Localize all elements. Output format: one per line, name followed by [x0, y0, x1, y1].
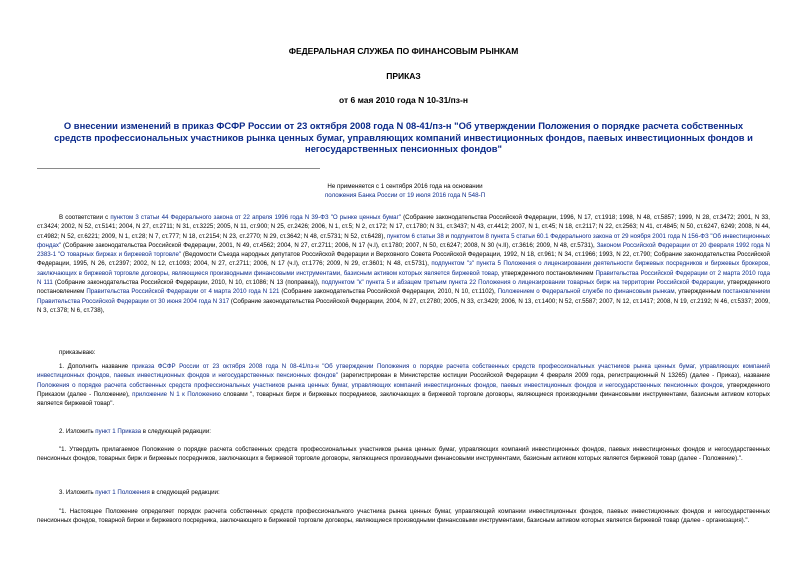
item-2-quote: "1. Утвердить прилагаемое Положение о порядке расчета собственных средств профессиональных участников рынка ценных бумаг, управляющих компаний инвестиционных фондов, паевых инвестиционных фондов и негосударственных пенсионных фондов, товарных бирж и биржевых посредников, заключающих в биржевой торговле договоры, являющиеся производными финансовыми инструментами, базисным активом которых является биржевой товар (далее - Положение).". [37, 446, 770, 463]
intro-text: (Собрание законодательства Российской Федерации, 2010, N 10, ст.1086; N 13 (поправка)), [52, 279, 322, 287]
note-link[interactable]: положения Банка России от 19 июля 2016 года N 548-П [324, 192, 486, 199]
document-title [50, 120, 757, 155]
intro-link[interactable]: подпунктом 8 пункта 5 статьи 60.1 Федерального закона от 29 ноября 2001 года N 156-ФЗ "Об инвестиционных фондах" [37, 232, 770, 249]
intro-link[interactable]: Правительства Российской Федерации от 2 марта 2010 года N 111 [37, 269, 770, 287]
document-date: от 6 мая 2010 года N 10-31/пз-н [338, 95, 468, 105]
item-text: словами ", товарных бирж и биржевых посредников, заключающих в биржевой торговле договоры, являющиеся производными финансовыми инструментами, базисным активом которых является биржевой товар". [37, 390, 770, 408]
item-text: , утвержденного Приказом (далее - Положение), [37, 381, 770, 398]
intro-text: , утвержденного постановлением [37, 279, 771, 296]
intro-text: (Собрание законодательства Российской Федерации, 2001, N 49, ст.4562; 2004, N 27, ст.2711; 2006, N 17 (ч.I), ст.1780; 2007, N 50, ст.6247; 2008, N 30 (ч.II), ст.3616; 2009, N 48, ст.5731), [61, 241, 597, 249]
intro-text: , утвержденным [674, 288, 723, 296]
item-text: 1. Дополнить название [59, 363, 132, 370]
intro-text: (Собрание законодательства Российской Федерации, 2010, N 10, ст.1102), [279, 288, 498, 296]
intro-text: (Собрание законодательства Российской Федерации, 2004, N 27, ст.2780; 2005, N 33, ст.3429; 2006, N 13, ст.1400; N 52, ст.5587; 2007, N 12, ст.1417; 2008, N 19, ст.2192; N 46, ст.5337; 2009, N 3, ст.378; N 6, ст.738), [37, 297, 771, 314]
item-link[interactable]: пункт 1 Приказа [95, 428, 142, 435]
item-link[interactable]: приказа ФСФР России от 23 октября 2008 года N 08-41/пз-н "Об утверждении Положения о порядке расчета собственных средств профессиональных участников рынка ценных бумаг, управляющих компаний инвестиционных фондов, паевых инвестиционных фондов и негосударственных пенсионных фондов" [37, 363, 770, 380]
item-link[interactable]: Положения о порядке расчета собственных средств профессиональных участников рынка ценных бумаг, управляющих компаний инвестиционных фондов, паевых инвестиционных фондов и негосударственных пенсионных фондов [37, 381, 723, 389]
intro-text: и [443, 232, 451, 240]
item-1-paragraph [37, 362, 770, 408]
item-text: 2. Изложить [59, 428, 96, 435]
intro-link[interactable]: Законом Российской Федерации от 20 февраля 1992 года N 2383-1 "О товарных биржах и биржевой торговле" [37, 241, 770, 259]
item-link[interactable]: пункт 1 Положения [95, 489, 150, 496]
intro-text: (Собрание законодательства Российской Федерации, 1996, N 17, ст.1918; 1998, N 48, ст.5857; 1999, N 28, ст.3472; 2001, N 33, ст.3424; 2002, N 52, ст.5141; 2004, N 27, ст.2711; N 31, ст.3225; 2005, N 11, ст.900; N 25, ст.2426; 2006, N 1, ст.5; N 2, ст.172; N 17, ст.1780; N 31, ст.3437; N 43, ст.4412; 2007, N 1, ст.45; N 18, ст.2117; N 22, ст.2563; N 41, ст.4845; N 50, ст.6247, 6249; 2008, N 44, ст.4982; N 52, ст.6221; 2009, N 1, ст.28; N 7, ст.777; N 18, ст.2154; N 23, ст.2770; N 29, ст.3642; N 48, ст.5731; N 52, ст.6428), [37, 214, 770, 240]
title-link[interactable]: приказ ФСФР России от 23 октября 2008 года N 08-41/пз-н "Об утверждении Положения о порядке расчета собственных средств профессиональных участников рынка ценных бумаг, управляющих компаний инвестиционных фондов, паевых инвестиционных фондов и негосударственных пенсионных фондов" [54, 120, 753, 154]
intro-link[interactable]: подпунктом "к" пункта 5 и абзацем третьим пункта 22 Положения о лицензировании товарных бирж на территории Российской Федерации [321, 279, 724, 287]
item-link[interactable]: приложение N 1 к Положению [132, 390, 221, 398]
title-text: О внесении изменений в [63, 120, 182, 131]
intro-link[interactable]: Положением о Федеральной службе по финансовым рынкам [497, 288, 675, 296]
item-text: (зарегистрирован в Министерстве юстиции Российской Федерации 4 февраля 2009 года, регистрационный N 13265) (далее - Приказ), название [337, 372, 770, 380]
intro-link[interactable]: пунктом 3 статьи 44 Федерального закона от 22 апреля 1996 года N 39-ФЗ "О рынке ценных бумаг" [110, 214, 401, 221]
agency-name: ФЕДЕРАЛЬНАЯ СЛУЖБА ПО ФИНАНСОВЫМ РЫНКАМ [288, 46, 519, 56]
note-text: Не применяется с 1 сентября 2016 года на основании [327, 183, 483, 190]
intro-text: (Ведомости Съезда народных депутатов Российской Федерации и Верховного Совета Российской Федерации, 1992, N 18, ст.961; N 34, ст.1966; 1993, N 22, ст.790; Собрание законодательства Российской Федерации, 1995, N 26, ст.2397; 2002, N 12, ст.1093; 2004, N 27, ст.2711; 2006, N 17 (ч.I), ст.1776; 2009, N 29, ст.3601; N 48, ст.5731), [37, 251, 770, 268]
intro-text: В соответствии с [59, 214, 111, 221]
item-3-paragraph [37, 488, 770, 497]
intro-paragraph [37, 213, 770, 315]
item-text: в следующей редакции: [141, 428, 211, 435]
document-type: ПРИКАЗ [386, 71, 421, 81]
intro-link[interactable]: подпунктом "з" пункта 5 Положения о лицензировании деятельности биржевых посредников и биржевых брокеров, заключающих в биржевой торговле договоры, являющиеся производными финансовыми инструментами, базисным активом которых является биржевой товар [37, 260, 770, 277]
intro-text: , утвержденного постановлением [497, 269, 596, 277]
item-text: 3. Изложить [59, 489, 96, 496]
applicability-note [300, 182, 510, 200]
prikazyvayu-text: приказываю: [59, 349, 96, 356]
intro-link[interactable]: постановлением Правительства Российской Федерации от 30 июня 2004 года N 317 [37, 288, 770, 305]
item-3-quote: "1. Настоящее Положение определяет порядок расчета собственных средств профессионального участника рынка ценных бумаг, управляющей компании инвестиционных фондов, паевых инвестиционных фондов и негосударственных пенсионных фондов, товарной биржи и биржевого посредника, заключающего в биржевой торговле договоры, являющиеся производными финансовыми инструментами, базисным активом которых является биржевой товар (далее - организация).". [37, 508, 770, 525]
intro-link[interactable]: Правительства Российской Федерации от 4 марта 2010 года N 121 [86, 288, 280, 296]
item-text: в следующей редакции: [149, 489, 220, 496]
intro-link[interactable]: пунктом 6 статьи 38 [386, 232, 444, 240]
divider [37, 168, 320, 169]
item-2-paragraph [37, 427, 770, 436]
